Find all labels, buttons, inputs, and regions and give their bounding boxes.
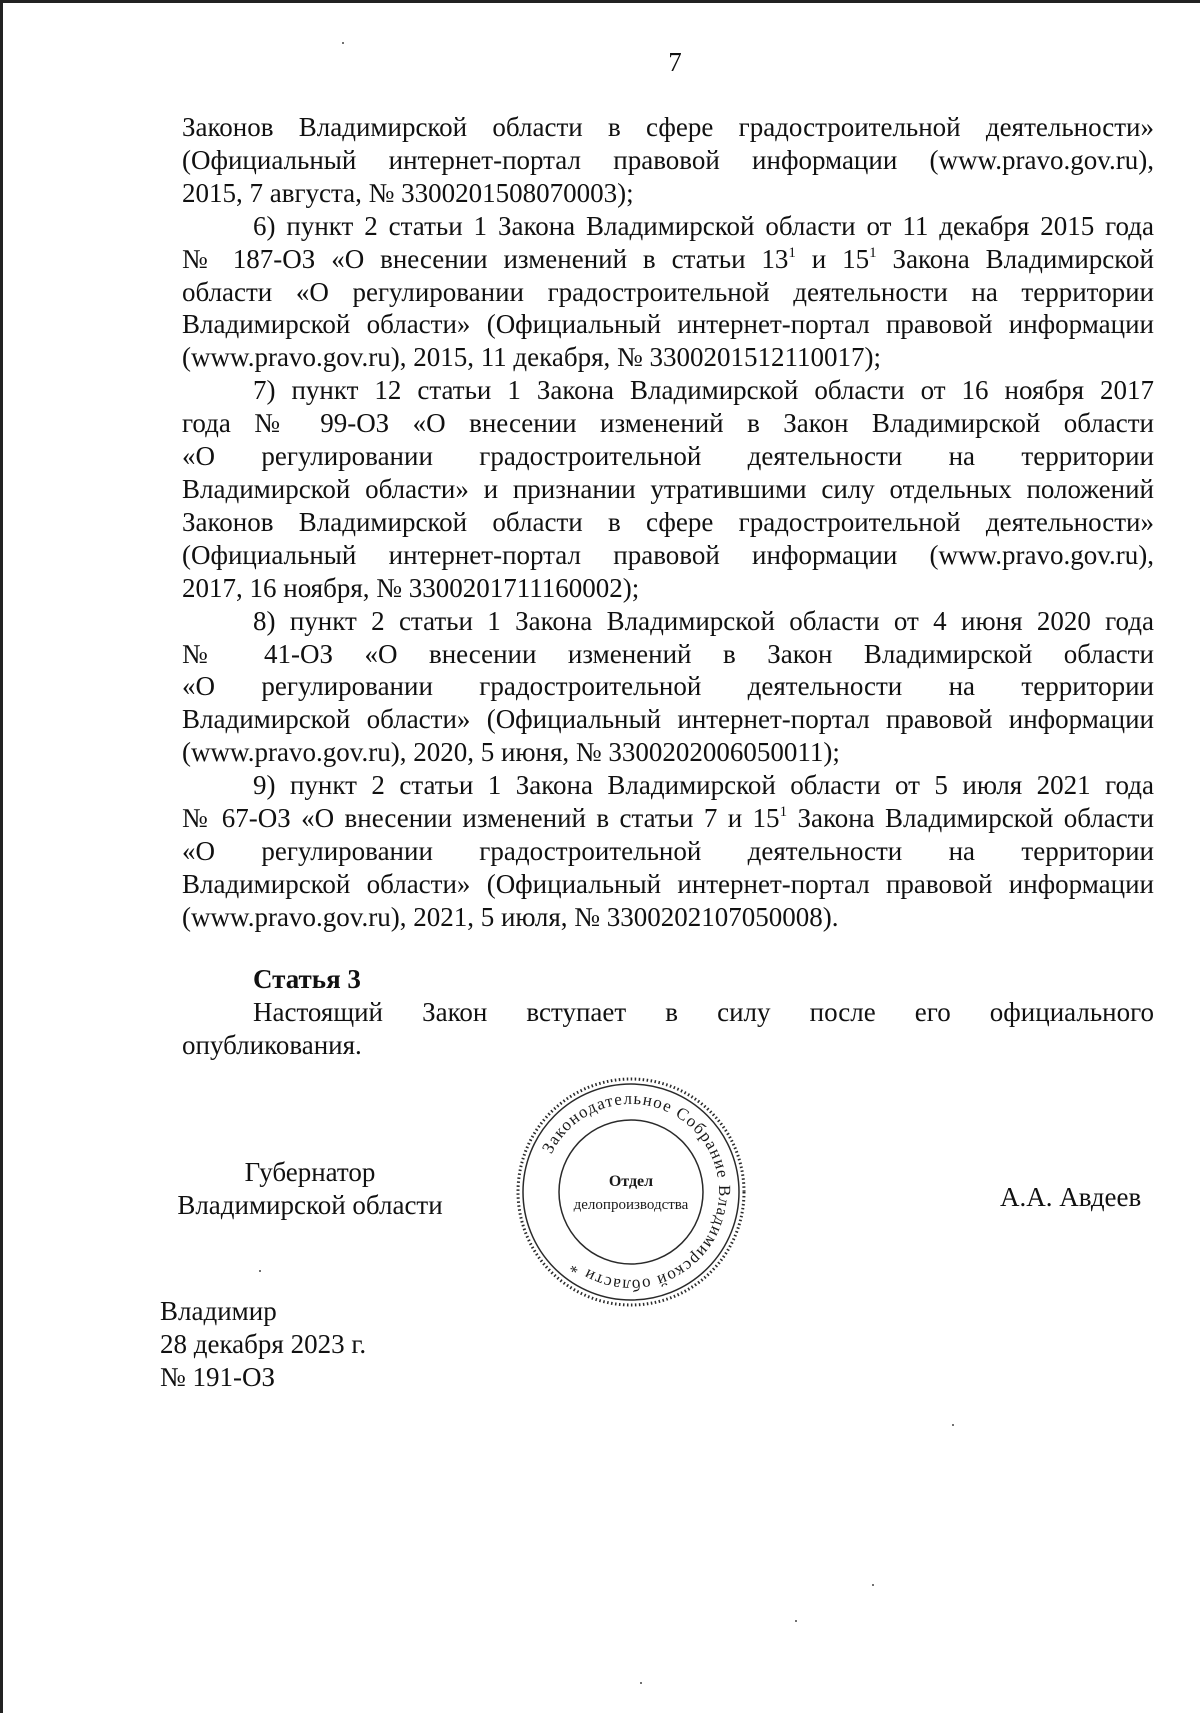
text-line: 2015, 7 августа, № 3300201508070003); <box>182 177 634 208</box>
text-line: (Официальный интернет-портал правовой информации (www.pravo.gov.ru), <box>182 539 1154 570</box>
text-part: и 15 <box>795 243 870 274</box>
scan-speck <box>872 1584 874 1586</box>
text-line: (www.pravo.gov.ru), 2015, 11 декабря, № 3300201512110017); <box>182 342 882 373</box>
text-line: Владимирской области» (Официальный интернет-портал правовой информации <box>182 704 1154 735</box>
text-line: Законов Владимирской области в сфере градостроительной деятельности» <box>182 112 1154 142</box>
seal-ring-text: Законодательное Собрание Владимирской области * <box>538 1088 735 1296</box>
text-line: (Официальный интернет-портал правовой информации (www.pravo.gov.ru), <box>182 144 1154 175</box>
list-item-5-continuation <box>182 111 1154 210</box>
text-line: (www.pravo.gov.ru), 2021, 5 июля, № 3300202107050008). <box>182 901 839 932</box>
text-line: области «О регулировании градостроительной деятельности на территории <box>182 276 1154 307</box>
date: 28 декабря 2023 г. <box>160 1329 367 1359</box>
text-line: (www.pravo.gov.ru), 2020, 5 июня, № 3300202006050011); <box>182 737 840 768</box>
article-text: опубликования. <box>182 1029 362 1060</box>
text-line: 8) пункт 2 статьи 1 Закона Владимирской области от 4 июня 2020 года <box>253 605 1154 636</box>
article-3 <box>182 963 1154 1062</box>
official-seal <box>514 1075 748 1309</box>
page-number: 7 <box>668 47 682 77</box>
scan-speck <box>795 1620 797 1622</box>
text-line: Владимирской области» (Официальный интернет-портал правовой информации <box>182 868 1154 899</box>
signatory-name: А.А. Авдеев <box>1000 1182 1142 1212</box>
text-part: № 67-ОЗ «О внесении изменений в статьи 7 и 15 <box>182 803 780 834</box>
place-date-block <box>160 1295 366 1394</box>
scan-speck <box>640 1682 642 1684</box>
superscript: 1 <box>779 804 788 821</box>
place: Владимир <box>160 1296 277 1326</box>
text-line: 9) пункт 2 статьи 1 Закона Владимирской области от 5 июля 2021 года <box>253 770 1154 801</box>
law-number: № 191-ОЗ <box>160 1362 276 1392</box>
superscript: 1 <box>788 244 796 261</box>
article-text: Настоящий Закон вступает в силу после его официального <box>253 996 1154 1027</box>
text-line: Владимирской области» (Официальный интернет-портал правовой информации <box>182 309 1154 340</box>
scan-left-edge <box>0 0 3 1713</box>
text-line: 7) пункт 12 статьи 1 Закона Владимирской области от 16 ноября 2017 <box>253 375 1154 406</box>
text-line-with-superscript <box>182 802 1154 835</box>
position-region: Владимирской области <box>177 1190 443 1220</box>
article-title: Статья 3 <box>253 964 361 994</box>
scan-speck <box>952 1424 954 1426</box>
list-item-7 <box>182 374 1154 604</box>
position-title: Губернатор <box>244 1157 376 1187</box>
text-line: «О регулировании градостроительной деятельности на территории <box>182 835 1154 866</box>
list-item-9 <box>182 769 1154 934</box>
superscript: 1 <box>869 244 877 261</box>
seal-center-line1: Отдел <box>608 1173 654 1190</box>
text-part: Закона Владимирской <box>876 243 1154 274</box>
text-line-with-superscripts <box>182 243 1154 276</box>
text-part: Закона Владимирской области <box>787 803 1155 834</box>
list-item-8 <box>182 605 1154 770</box>
text-part: № 187-ОЗ «О внесении изменений в статьи 13 <box>182 243 789 274</box>
scan-speck <box>259 1270 261 1272</box>
text-line: «О регулировании градостроительной деятельности на территории <box>182 441 1154 472</box>
text-line: Законов Владимирской области в сфере градостроительной деятельности» <box>182 506 1154 537</box>
scan-top-edge <box>0 0 1200 3</box>
text-line: № 41-ОЗ «О внесении изменений в Закон Владимирской области <box>182 638 1154 669</box>
signatory-position <box>160 1156 460 1222</box>
seal-center-line2: делопроизводства <box>573 1197 689 1213</box>
text-line: «О регулировании градостроительной деятельности на территории <box>182 671 1154 702</box>
text-line: года № 99-ОЗ «О внесении изменений в Закон Владимирской области <box>182 408 1154 439</box>
scan-speck <box>342 42 344 44</box>
list-item-6 <box>182 210 1154 375</box>
text-line: 6) пункт 2 статьи 1 Закона Владимирской области от 11 декабря 2015 года <box>253 210 1154 241</box>
law-list-body <box>182 111 1154 934</box>
text-line: Владимирской области» и признании утратившими силу отдельных положений <box>182 473 1154 504</box>
text-line: 2017, 16 ноября, № 3300201711160002); <box>182 572 640 603</box>
